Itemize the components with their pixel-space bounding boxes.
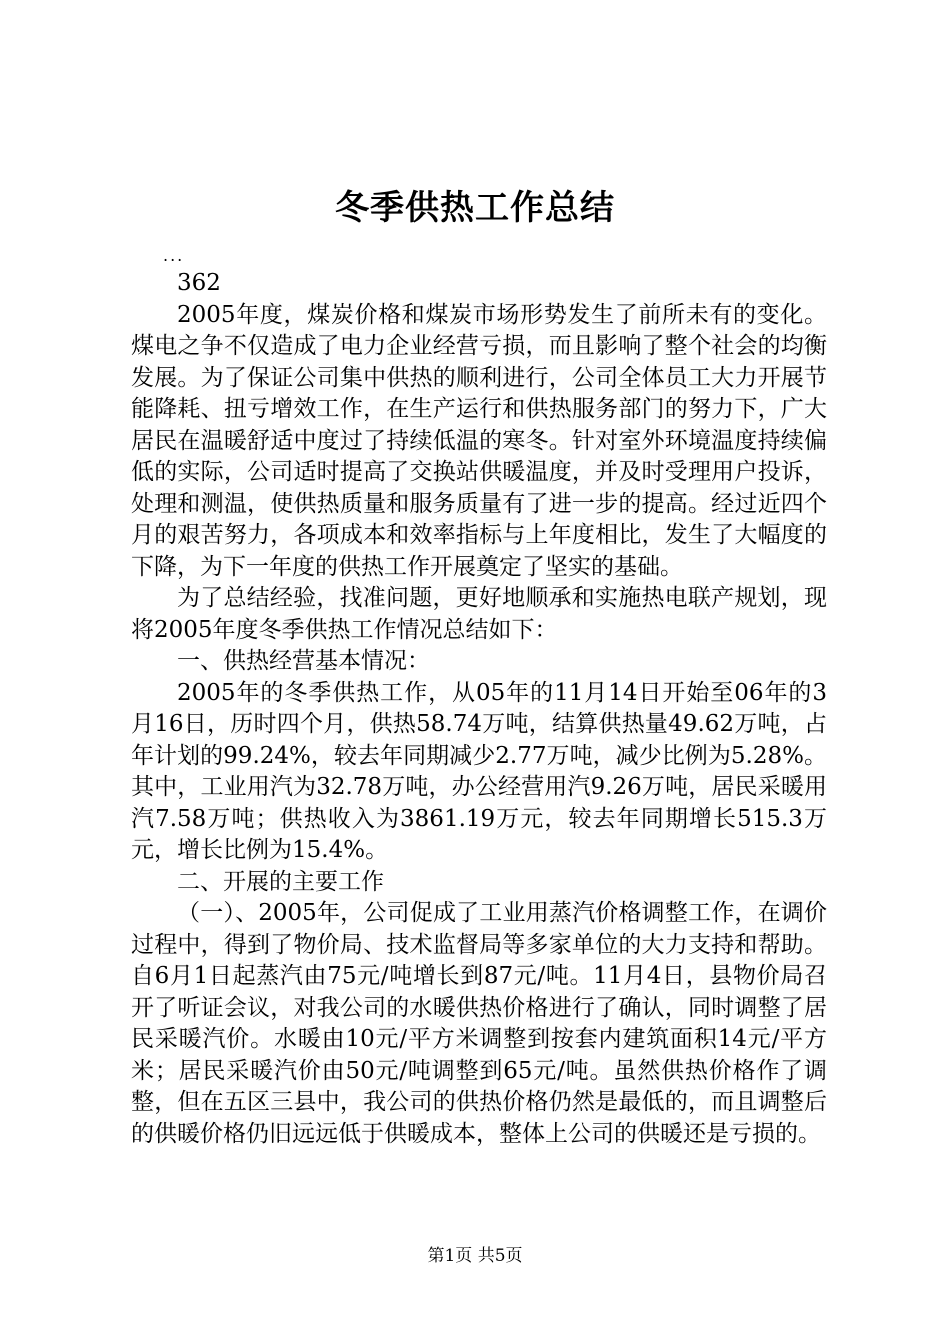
section-heading: 二、开展的主要工作	[177, 868, 384, 895]
document-number: 362	[177, 270, 221, 296]
paragraph: 2005年的冬季供热工作，从05年的11月14日开始至06年的3月16日，历时四个月，供热58.74万吨，结算供热量49.62万吨，占年计划的99.24%，较去年同期减少2.77万吨，减少比例为5.28%。其中，工业用汽为32.78万吨，办公经营用汽9.26万吨，居民采暖用汽7.58万吨；供热收入为3861.19万元，较去年同期增长515.3万元，增长比例为15.4%。	[131, 679, 827, 863]
document-body	[131, 246, 827, 1150]
paragraph: 为了总结经验，找准问题，更好地顺承和实施热电联产规划，现将2005年度冬季供热工作情况总结如下：	[131, 585, 827, 643]
document-title: 冬季供热工作总结	[335, 188, 615, 228]
section-heading: 一、供热经营基本情况：	[177, 648, 430, 674]
page-footer: 第1页 共5页	[427, 1246, 523, 1266]
paragraph: 2005年度，煤炭价格和煤炭市场形势发生了前所未有的变化。煤电之争不仅造成了电力企业经营亏损，而且影响了整个社会的均衡发展。为了保证公司集中供热的顺利进行，公司全体员工大力开展节能降耗、扭亏增效工作，在生产运行和供热服务部门的努力下，广大居民在温暖舒适中度过了持续低温的寒冬。针对室外环境温度持续偏低的实际，公司适时提高了交换站供暖温度，并及时受理用户投诉，处理和测温，使供热质量和服务质量有了进一步的提高。经过近四个月的艰苦努力，各项成本和效率指标与上年度相比，发生了大幅度的下降，为下一年度的供热工作开展奠定了坚实的基础。	[131, 301, 827, 580]
paragraph: （一）、2005年，公司促成了工业用蒸汽价格调整工作，在调价过程中，得到了物价局、技术监督局等多家单位的大力支持和帮助。自6月1日起蒸汽由75元/吨增长到87元/吨。11月4日，县物价局召开了听证会议，对我公司的水暖供热价格进行了确认，同时调整了居民采暖汽价。水暖由10元/平方米调整到按套内建筑面积14元/平方米；居民采暖汽价由50元/吨调整到65元/吨。虽然供热价格作了调整，但在五区三县中，我公司的供热价格仍然是最低的，而且调整后的供暖价格仍旧远远低于供暖成本，整体上公司的供暖还是亏损的。	[131, 900, 827, 1147]
ellipsis-text: ...	[163, 246, 185, 265]
